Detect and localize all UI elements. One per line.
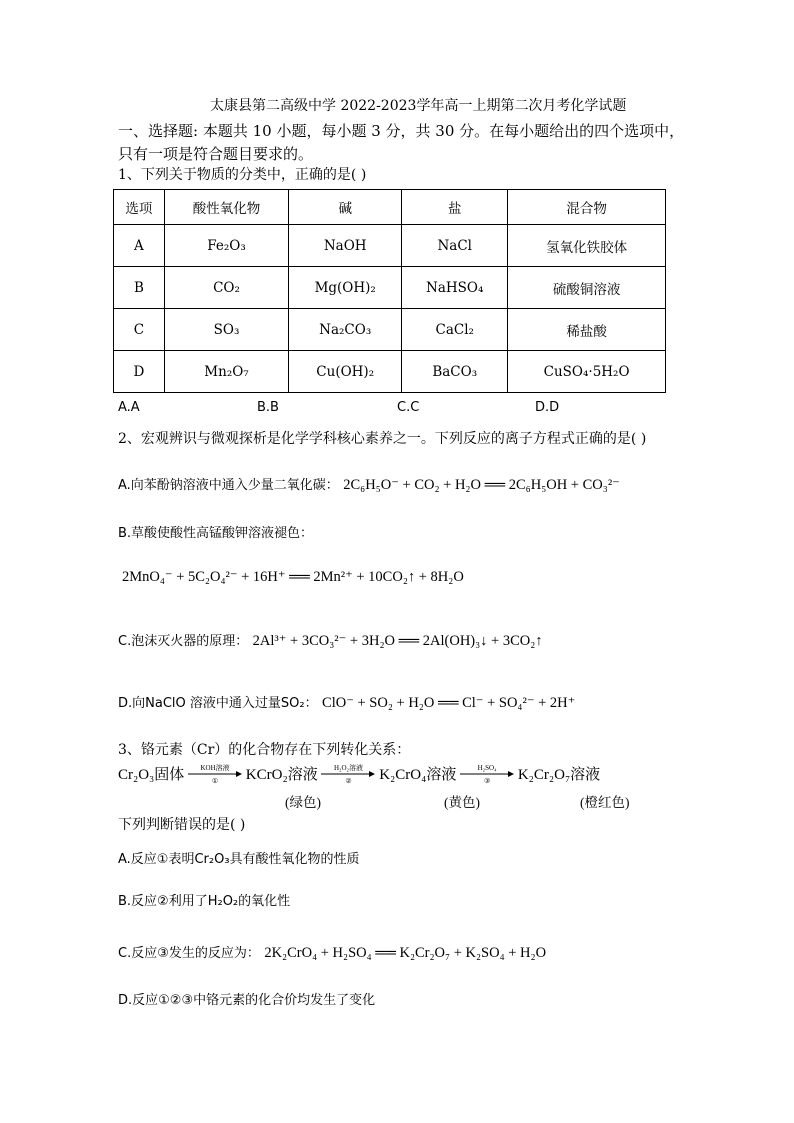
reaction-arrow-3	[460, 763, 514, 785]
arrow-step-label: ②	[345, 776, 352, 785]
q3-option-c-label: C.反应③发生的反应为：	[118, 946, 260, 961]
q3-option-c[interactable]	[118, 944, 546, 963]
table-row	[114, 351, 666, 393]
table-cell: CuSO₄·5H₂O	[508, 351, 666, 393]
table-cell: SO₃	[164, 309, 288, 351]
scheme-compound-4: K₂Cr₂O₇溶液	[517, 767, 601, 783]
table-cell: A	[114, 225, 165, 267]
table-cell: CaCl₂	[402, 309, 508, 351]
q1-option-b[interactable]: B.B	[257, 400, 279, 415]
table-cell: D	[114, 351, 165, 393]
scheme-compound-3: K₂CrO₄溶液	[379, 767, 457, 783]
table-row	[114, 309, 666, 351]
q2-option-d[interactable]	[118, 694, 575, 713]
q2-option-a[interactable]	[118, 476, 620, 495]
q3-stem: 3、铬元素（Cr）的化合物存在下列转化关系：	[118, 742, 411, 758]
arrow-step-label: ③	[483, 776, 491, 785]
table-header: 酸性氧化物	[164, 190, 288, 225]
table-row	[114, 267, 666, 309]
arrow-reagent-label: KOH溶液	[200, 763, 230, 772]
table-cell: 硫酸铜溶液	[508, 267, 666, 309]
table-cell: NaCl	[402, 225, 508, 267]
reaction-scheme	[118, 763, 601, 785]
q2-option-d-label: D.向NaClO 溶液中通入过量SO₂：	[118, 696, 318, 711]
q2-option-a-equation: 2C₆H₅O⁻ + CO₂ + H₂O ══ 2C₆H₅OH + CO₃²⁻	[343, 477, 620, 493]
color-label-yellow: (黄色)	[444, 795, 480, 810]
table-cell: Na₂CO₃	[289, 309, 402, 351]
classification-table	[113, 189, 666, 393]
q3-option-d[interactable]: D.反应①②③中铬元素的化合价均发生了变化	[118, 993, 376, 1008]
q2-option-c-label: C.泡沫灭火器的原理：	[118, 634, 249, 649]
q2-option-d-equation: ClO⁻ + SO₂ + H₂O ══ Cl⁻ + SO₄²⁻ + 2H⁺	[322, 695, 576, 711]
arrow-reagent-label: H₂SO₄	[477, 763, 497, 772]
table-cell: C	[114, 309, 165, 351]
color-label-green: (绿色)	[285, 795, 321, 810]
table-cell: Fe₂O₃	[164, 225, 288, 267]
table-cell: 稀盐酸	[508, 309, 666, 351]
table-header: 选项	[114, 190, 165, 225]
q2-option-c[interactable]	[118, 632, 543, 651]
exam-title: 太康县第二高级中学 2022-2023学年高一上期第二次月考化学试题	[210, 98, 627, 114]
q3-option-a[interactable]: A.反应①表明Cr₂O₃具有酸性氧化物的性质	[118, 852, 360, 867]
q2-stem: 2、宏观辨识与微观探析是化学学科核心素养之一。下列反应的离子方程式正确的是( )	[118, 431, 647, 447]
table-header: 混合物	[508, 190, 666, 225]
q3-option-c-equation: 2K₂CrO₄ + H₂SO₄ ══ K₂Cr₂O₇ + K₂SO₄ + H₂O	[264, 945, 547, 961]
arrow-reagent-label: H₂O₂溶液	[333, 763, 363, 772]
q3-option-b[interactable]: B.反应②利用了H₂O₂的氧化性	[118, 894, 291, 909]
table-header: 盐	[402, 190, 508, 225]
reaction-arrow-2	[321, 763, 375, 785]
table-cell: Mg(OH)₂	[289, 267, 402, 309]
q1-stem: 1、下列关于物质的分类中，正确的是( )	[118, 167, 367, 183]
q2-option-b-equation: 2MnO₄⁻ + 5C₂O₄²⁻ + 16H⁺ ══ 2Mn²⁺ + 10CO₂↑ + 8H₂O	[122, 569, 464, 585]
table-cell: BaCO₃	[402, 351, 508, 393]
table-header: 碱	[289, 190, 402, 225]
q2-option-b-label[interactable]: B.草酸使酸性高锰酸钾溶液褪色：	[118, 526, 314, 541]
q2-option-c-equation: 2Al³⁺ + 3CO₃²⁻ + 3H₂O ══ 2Al(OH)₃↓ + 3CO₂↑	[252, 633, 543, 649]
color-label-orange: (橙红色)	[580, 795, 630, 810]
arrow-step-label: ①	[211, 776, 219, 785]
table-header-row	[114, 190, 666, 225]
section-instructions: 一、选择题: 本题共 10 小题，每小题 3 分，共 30 分。在每小题给出的四个选项中，只有一项是符合题目要求的。	[118, 122, 685, 163]
q1-option-c[interactable]: C.C	[397, 400, 420, 415]
table-cell: 氢氧化铁胶体	[508, 225, 666, 267]
q3-ask: 下列判断错误的是( )	[118, 817, 246, 833]
q2-option-a-label: A.向苯酚钠溶液中通入少量二氧化碳：	[118, 478, 339, 493]
scheme-compound-1: Cr₂O₃固体	[118, 767, 185, 783]
table-cell: Mn₂O₇	[164, 351, 288, 393]
table-cell: NaHSO₄	[402, 267, 508, 309]
reaction-arrow-1	[188, 763, 242, 785]
table-row	[114, 225, 666, 267]
q1-option-a[interactable]: A.A	[118, 400, 140, 415]
scheme-compound-2: KCrO₂溶液	[245, 767, 318, 783]
table-cell: NaOH	[289, 225, 402, 267]
table-cell: B	[114, 267, 165, 309]
table-cell: CO₂	[164, 267, 288, 309]
table-cell: Cu(OH)₂	[289, 351, 402, 393]
q1-option-d[interactable]: D.D	[535, 400, 560, 415]
